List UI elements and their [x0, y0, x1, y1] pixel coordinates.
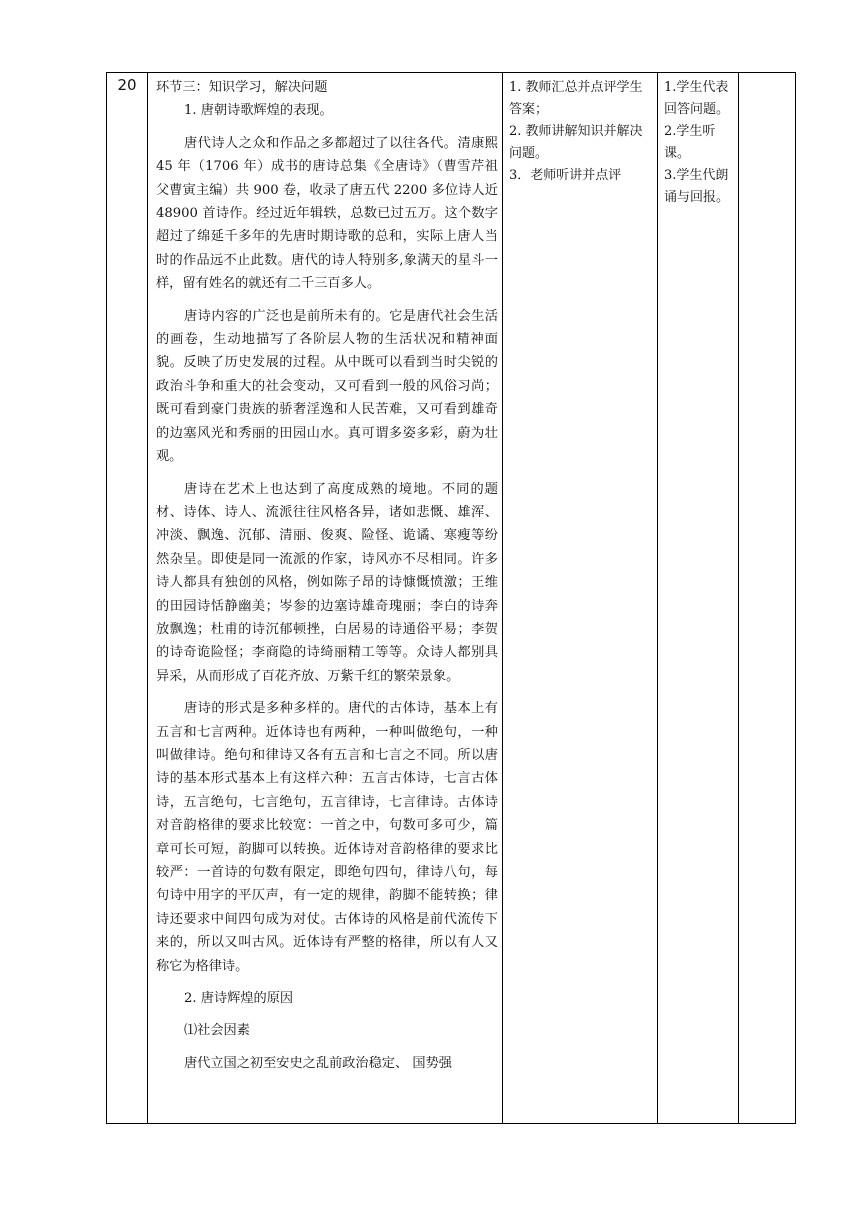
subheading-social-factors: ⑴社会因素: [184, 1023, 250, 1039]
section-title: 环节三：知识学习，解决问题: [156, 80, 328, 95]
paragraph-content-scope: 唐诗内容的广泛也是前所未有的。它是唐代社会生活的画卷，生动地描写了各阶层人物的生活状况和精神面貌。反映了历史发展的过程。从中既可以看到当时尖锐的政治斗争和重大的社会变动，又可看到一般的风俗习尚；既可看到豪门贵族的骄奢淫逸和人民苦难，又可看到雄奇的边塞风光和秀丽的田园山水。真可谓多姿多彩，蔚为壮观。: [156, 308, 498, 465]
note-cell: [739, 73, 796, 1124]
student-activity-item: 3.学生代朗诵与回报。: [664, 168, 730, 205]
time-cell: [107, 73, 148, 1124]
teacher-activity-list: [503, 73, 657, 187]
content-cell: [148, 73, 503, 1124]
student-activity-item: 2.学生听课。: [664, 124, 716, 161]
teacher-activity-item: 3．老师听讲并点评: [509, 168, 622, 183]
table-row: [107, 73, 796, 1124]
paragraph-poets-works: 唐代诗人之众和作品之多都超过了以往各代。清康熙 45 年（1706 年）成书的唐诗总集《全唐诗》（曹雪芹祖父曹寅主编）共 900 卷，收录了唐五代 2200 多位诗人近 48900 首诗作。经过近年辑轶，总数已过五万。这个数字超过了绵延千多年的先唐时期诗歌的总和，实际上唐人当时的作品远不止此数。唐代的诗人特别多,象满天的星斗一样，留有姓名的就还有二千三百多人。: [156, 135, 498, 292]
paragraph-poetic-forms: 唐诗的形式是多种多样的。唐代的古体诗，基本上有五言和七言两种。近体诗也有两种，一种叫做绝句，一种叫做律诗。绝句和律诗又各有五言和七言之不同。所以唐诗的基本形式基本上有这样六种：五言古体诗，七言古体诗，五言绝句，七言绝句，五言律诗，七言律诗。古体诗对音韵格律的要求比较宽：一首之中，句数可多可少，篇章可长可短，韵脚可以转换。近体诗对音韵格律的要求比较严：一首诗的句数有限定，即绝句四句，律诗八句，每句诗中用字的平仄声，有一定的规律，韵脚不能转换；律诗还要求中间四句成为对仗。古体诗的风格是前代流传下来的，所以又叫古风。近体诗有严整的格律，所以有人又称它为格律诗。: [156, 701, 498, 974]
time-minutes: 20: [117, 76, 137, 94]
paragraph-artistic-style: 唐诗在艺术上也达到了高度成熟的境地。不同的题材、诗体、诗人、流派往往风格各异，诸如悲慨、雄浑、冲淡、飘逸、沉郁、清丽、俊爽、险怪、诡谲、寒瘦等纷然杂呈。即使是同一流派的作家，诗风亦不尽相同。许多诗人都具有独创的风格，例如陈子昂的诗慷慨愤激；王维的田园诗恬静幽美；岑参的边塞诗雄奇瑰丽；李白的诗奔放飘逸；杜甫的诗沉郁顿挫，白居易的诗通俗平易；李贺的诗奇诡险怪；李商隐的诗绮丽精工等等。众诗人都别具异采，从而形成了百花齐放、万紫千红的繁荣景象。: [156, 481, 498, 684]
student-activity-item: 1.学生代表回答问题。: [664, 80, 730, 117]
student-activity-cell: [658, 73, 739, 1124]
paragraph-social-factors: 唐代立国之初至安史之乱前政治稳定、 国势强: [184, 1055, 452, 1071]
teacher-activity-cell: [503, 73, 658, 1124]
teacher-activity-item: 2. 教师讲解知识并解决问题。: [509, 124, 643, 161]
subheading-reasons: 2. 唐诗辉煌的原因: [184, 991, 294, 1007]
lesson-plan-table: [106, 72, 796, 1124]
subheading-performance: 1. 唐朝诗歌辉煌的表现。: [184, 103, 333, 119]
content-text: [148, 73, 502, 1075]
student-activity-list: [658, 73, 738, 209]
teacher-activity-item: 1. 教师汇总并点评学生答案；: [509, 80, 643, 117]
